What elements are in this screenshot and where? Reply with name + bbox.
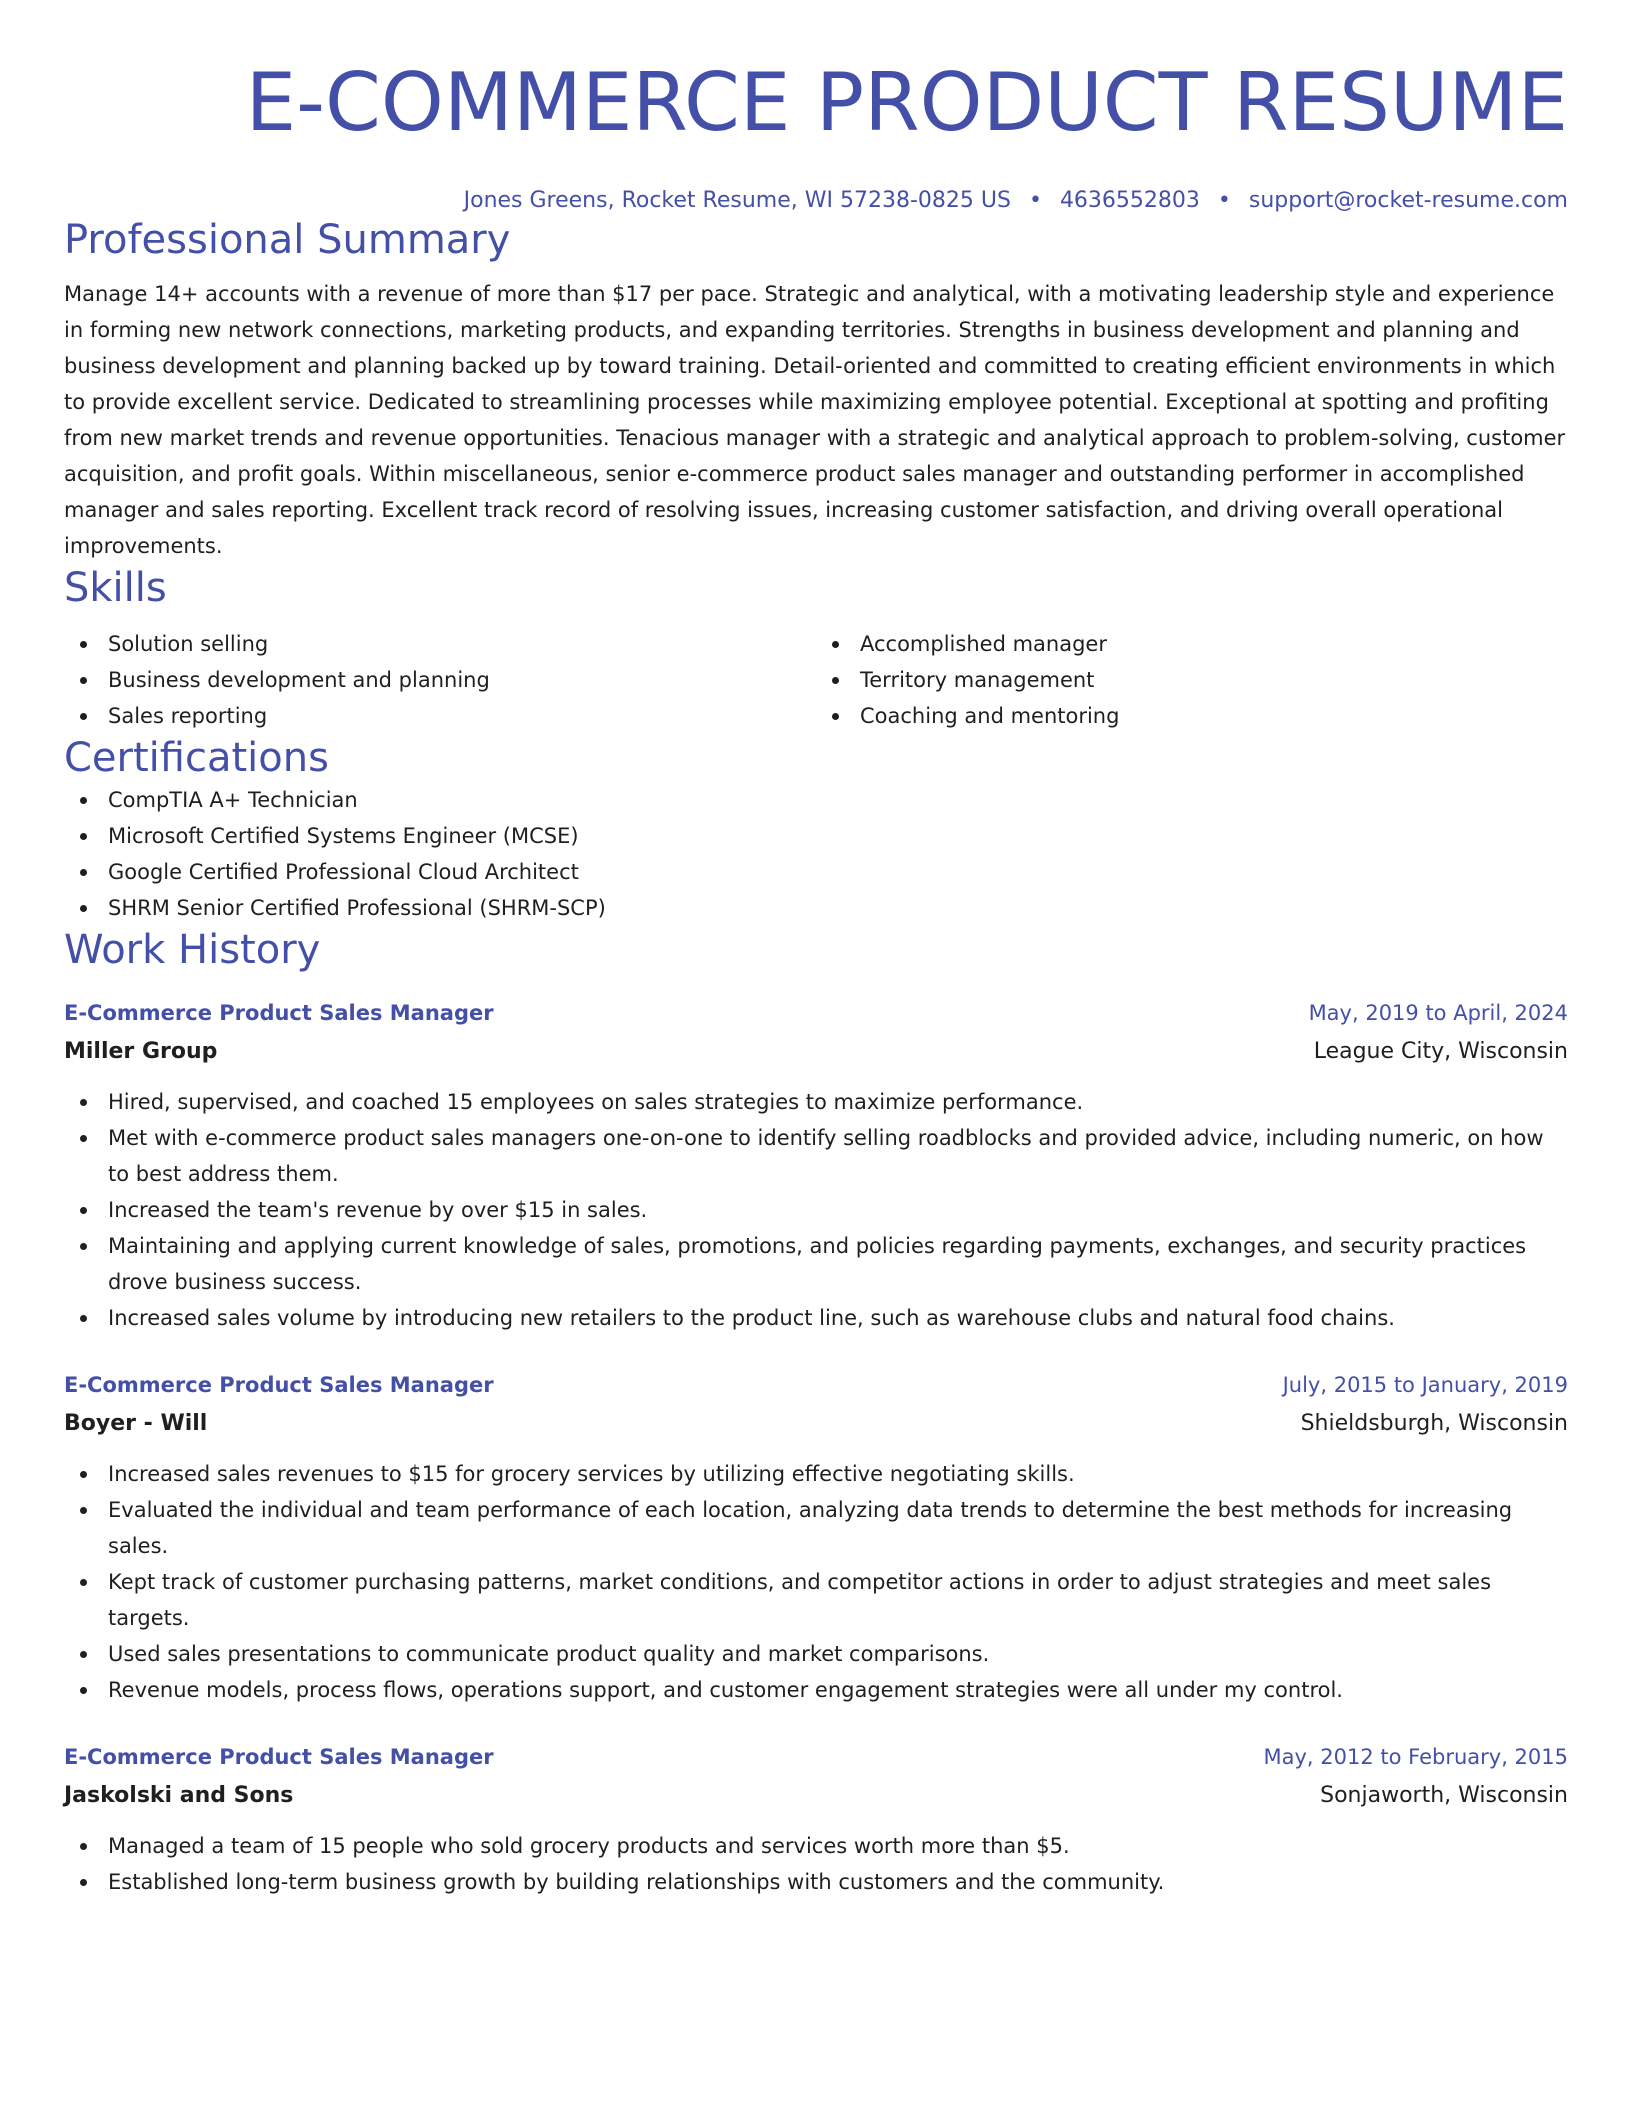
job-bullet: Maintaining and applying current knowledge of sales, promotions, and policies regarding payments, exchanges, and security practices drove business success.: [64, 1228, 1568, 1300]
certifications-heading: Certifications: [64, 735, 329, 781]
contact-phone: 4636552803: [1059, 188, 1200, 213]
job-header-row: [64, 1366, 1568, 1404]
job-location: League City, Wisconsin: [1313, 1039, 1568, 1064]
certification-item: Google Certified Professional Cloud Architect: [64, 854, 1568, 890]
skills-heading: Skills: [64, 565, 167, 611]
contact-separator: •: [1217, 188, 1231, 213]
skill-item: Coaching and mentoring: [816, 698, 1568, 734]
skills-list-right: [816, 626, 1568, 734]
job-entry: [64, 1738, 1568, 1900]
job-company-row: [64, 1776, 1568, 1816]
job-company-row: [64, 1032, 1568, 1072]
skills-grid: [64, 626, 1568, 734]
job-dates: May, 2019 to April, 2024: [1308, 1001, 1568, 1025]
job-bullet: Increased sales revenues to $15 for grocery services by utilizing effective negotiating skills.: [64, 1456, 1568, 1492]
skill-item: Sales reporting: [64, 698, 816, 734]
job-title: E-Commerce Product Sales Manager: [64, 1745, 494, 1769]
job-bullet: Kept track of customer purchasing patterns, market conditions, and competitor actions in order to adjust strategies and meet sales targets.: [64, 1564, 1568, 1636]
job-bullets: [64, 1084, 1568, 1336]
job-bullets: [64, 1828, 1568, 1900]
job-title: E-Commerce Product Sales Manager: [64, 1001, 494, 1025]
job-bullet: Evaluated the individual and team performance of each location, analyzing data trends to determine the best methods for increasing sales.: [64, 1492, 1568, 1564]
job-bullet: Managed a team of 15 people who sold grocery products and services worth more than $5.: [64, 1828, 1568, 1864]
contact-line: [64, 186, 1568, 216]
job-header-row: [64, 994, 1568, 1032]
job-dates: July, 2015 to January, 2019: [1282, 1373, 1568, 1397]
job-company-row: [64, 1404, 1568, 1444]
job-bullet: Hired, supervised, and coached 15 employees on sales strategies to maximize performance.: [64, 1084, 1568, 1120]
certifications-list: [64, 782, 1568, 926]
job-location: Shieldsburgh, Wisconsin: [1300, 1411, 1568, 1436]
skill-item: Accomplished manager: [816, 626, 1568, 662]
certification-item: CompTIA A+ Technician: [64, 782, 1568, 818]
job-entry: [64, 994, 1568, 1336]
skills-list-left: [64, 626, 816, 734]
job-header-row: [64, 1738, 1568, 1776]
contact-address: Jones Greens, Rocket Resume, WI 57238-0825 US: [463, 188, 1011, 213]
job-bullet: Increased sales volume by introducing new retailers to the product line, such as warehouse clubs and natural food chains.: [64, 1300, 1568, 1336]
contact-email[interactable]: support@rocket-resume.com: [1248, 188, 1568, 213]
resume-title: E-COMMERCE PRODUCT RESUME: [245, 56, 1568, 149]
skill-item: Solution selling: [64, 626, 816, 662]
job-company: Jaskolski and Sons: [64, 1783, 294, 1808]
job-company: Miller Group: [64, 1039, 218, 1064]
job-bullets: [64, 1456, 1568, 1708]
skill-item: Territory management: [816, 662, 1568, 698]
job-location: Sonjaworth, Wisconsin: [1320, 1783, 1568, 1808]
job-bullet: Used sales presentations to communicate product quality and market comparisons.: [64, 1636, 1568, 1672]
job-bullet: Increased the team's revenue by over $15 in sales.: [64, 1192, 1568, 1228]
certification-item: SHRM Senior Certified Professional (SHRM-SCP): [64, 890, 1568, 926]
work-history-heading: Work History: [64, 927, 321, 973]
job-dates: May, 2012 to February, 2015: [1263, 1745, 1568, 1769]
contact-separator: •: [1028, 188, 1042, 213]
job-title: E-Commerce Product Sales Manager: [64, 1373, 494, 1397]
summary-heading: Professional Summary: [64, 217, 511, 263]
skill-item: Business development and planning: [64, 662, 816, 698]
certification-item: Microsoft Certified Systems Engineer (MCSE): [64, 818, 1568, 854]
summary-text: Manage 14+ accounts with a revenue of more than $17 per pace. Strategic and analytical, with a motivating leadership style and experience in forming new network connections, marketing products, and expanding territories. Strengths in business development and planning and business development and planning backed up by toward training. Detail-oriented and committed to creating efficient environments in which to provide excellent service. Dedicated to streamlining processes while maximizing employee potential. Exceptional at spotting and profiting from new market trends and revenue opportunities. Tenacious manager with a strategic and analytical approach to problem-solving, customer acquisition, and profit goals. Within miscellaneous, senior e-commerce product sales manager and outstanding performer in accomplished manager and sales reporting. Excellent track record of resolving issues, increasing customer satisfaction, and driving overall operational improvements.: [64, 282, 1566, 558]
job-entry: [64, 1366, 1568, 1708]
job-bullet: Revenue models, process flows, operations support, and customer engagement strategies were all under my control.: [64, 1672, 1568, 1708]
job-bullet: Established long-term business growth by building relationships with customers and the community.: [64, 1864, 1568, 1900]
job-company: Boyer - Will: [64, 1411, 208, 1436]
job-bullet: Met with e-commerce product sales managers one-on-one to identify selling roadblocks and provided advice, including numeric, on how to best address them.: [64, 1120, 1568, 1192]
